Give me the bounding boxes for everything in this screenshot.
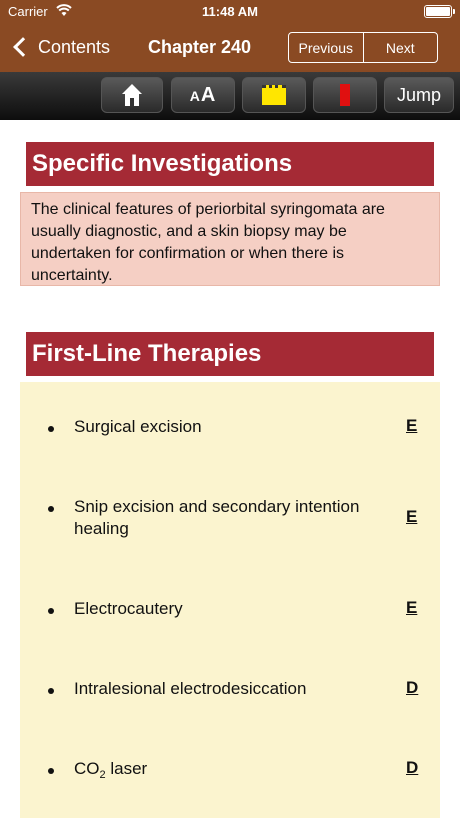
bullet bbox=[48, 768, 54, 774]
evidence-grade-link[interactable]: E bbox=[406, 598, 418, 617]
jump-button[interactable]: Jump bbox=[384, 77, 454, 113]
therapy-name: Surgical excision bbox=[74, 417, 202, 436]
therapy-name: $CO_2$ laser bbox=[74, 759, 148, 781]
evidence-grade-link[interactable]: E bbox=[406, 416, 418, 435]
notepad-icon bbox=[262, 85, 286, 105]
bullet bbox=[48, 426, 54, 432]
status-time: 11:48 AM bbox=[202, 4, 258, 19]
therapy-name: Snip excision and secondary intention healing bbox=[74, 497, 360, 538]
back-to-contents-button[interactable] bbox=[10, 33, 110, 61]
section-heading-first-line: First-Line Therapies bbox=[26, 332, 434, 376]
bookmark-button[interactable] bbox=[313, 77, 377, 113]
home-button[interactable] bbox=[101, 77, 163, 113]
chapter-pager bbox=[288, 32, 438, 63]
therapy-name: Electrocautery bbox=[74, 599, 183, 618]
home-icon bbox=[121, 84, 143, 106]
section-heading-investigations: Specific Investigations bbox=[26, 142, 434, 186]
toolbar bbox=[0, 72, 460, 120]
evidence-grade-link[interactable]: E bbox=[406, 507, 418, 526]
back-label: Contents bbox=[38, 36, 111, 57]
navigation-header bbox=[0, 0, 460, 72]
therapies-list bbox=[20, 382, 440, 818]
chevron-left-icon bbox=[13, 37, 33, 57]
notes-button[interactable] bbox=[242, 77, 306, 113]
font-size-button[interactable] bbox=[171, 77, 235, 113]
font-size-icon: AA bbox=[189, 83, 217, 106]
previous-button[interactable]: Previous bbox=[298, 39, 353, 56]
bullet bbox=[48, 688, 54, 694]
bullet bbox=[48, 506, 54, 512]
therapy-name: Intralesional electrodesiccation bbox=[74, 679, 307, 698]
carrier-label: Carrier bbox=[8, 4, 48, 19]
status-bar bbox=[0, 0, 460, 24]
next-button[interactable]: Next bbox=[363, 33, 438, 62]
evidence-grade-link[interactable]: D bbox=[406, 758, 419, 777]
investigations-text: The clinical features of periorbital syringomata are usually diagnostic, and a skin biopsy may be undertaken for confirmation or when there is uncertainty. bbox=[20, 192, 440, 286]
bookmark-icon bbox=[340, 84, 350, 106]
battery-icon bbox=[424, 5, 452, 18]
page-title: Chapter 240 bbox=[148, 37, 252, 57]
bullet bbox=[48, 608, 54, 614]
evidence-grade-link[interactable]: D bbox=[406, 678, 419, 697]
